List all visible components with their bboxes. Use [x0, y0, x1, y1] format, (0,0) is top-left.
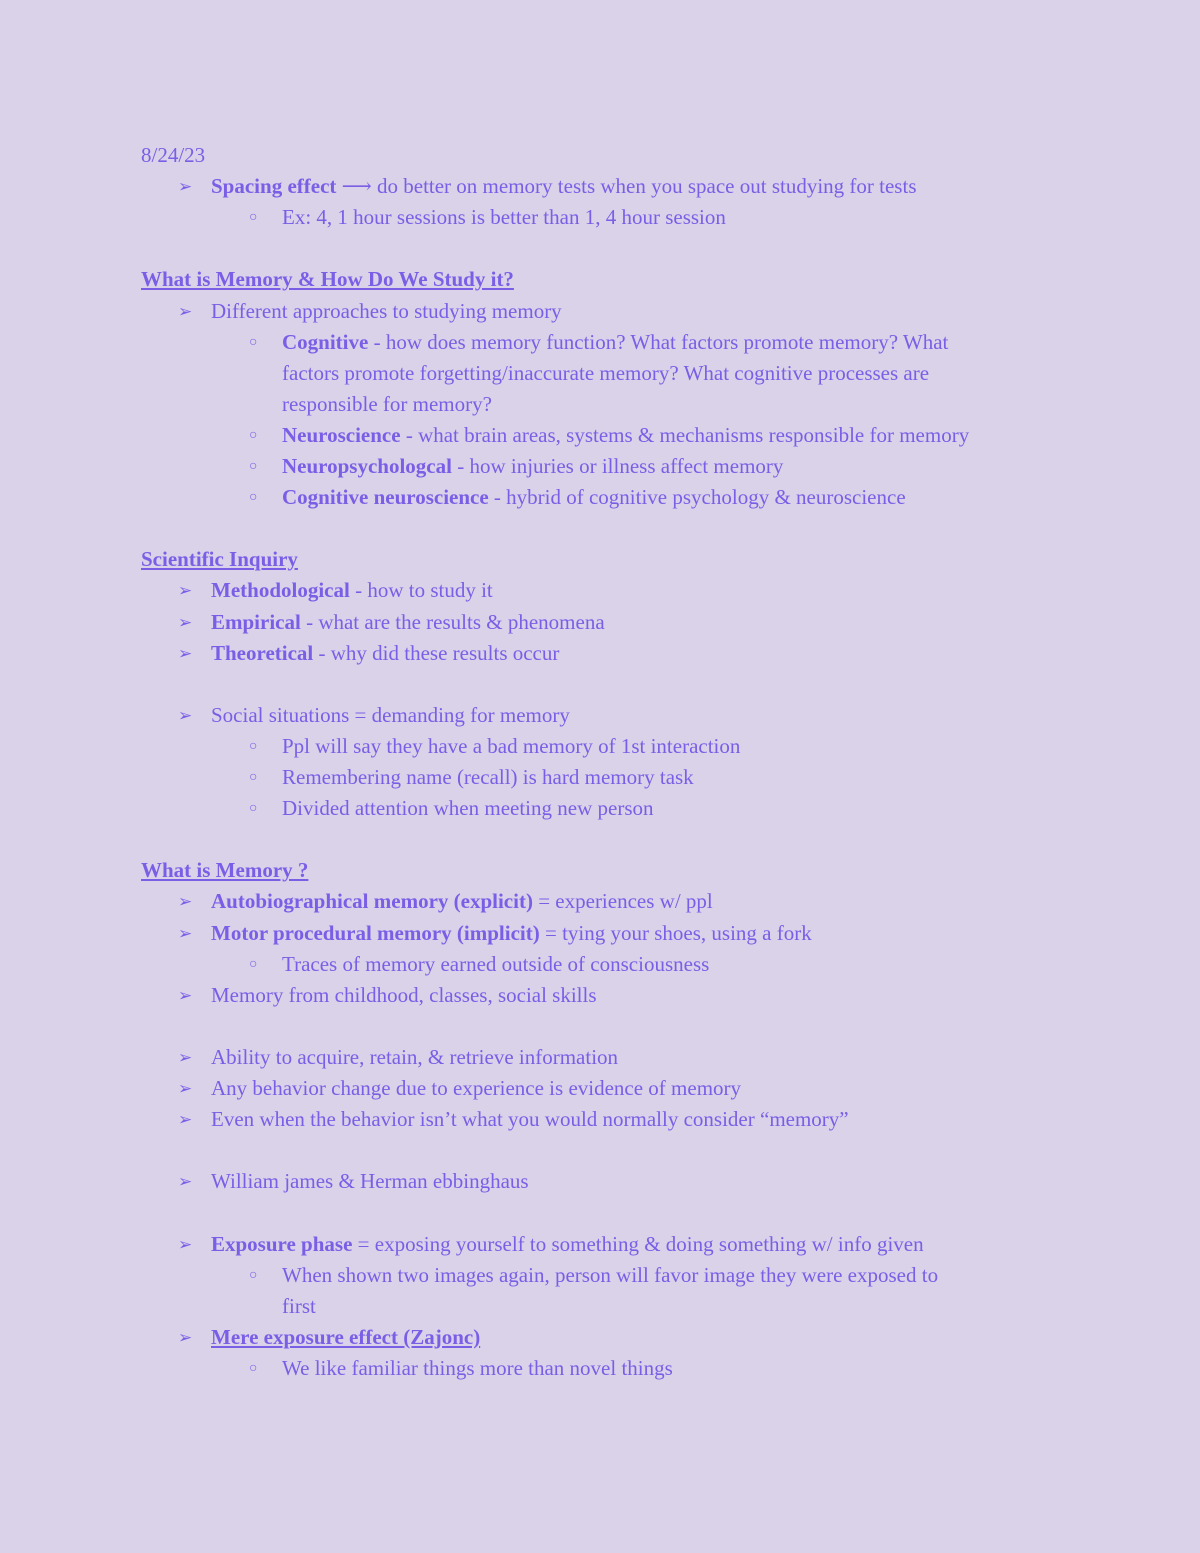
circle-bullet-icon: ○: [249, 1361, 258, 1376]
emphasized-term: Scientific Inquiry: [141, 547, 298, 571]
arrow-bullet-icon: ➢: [178, 581, 193, 600]
emphasized-term: Autobiographical memory (explicit): [211, 889, 533, 913]
arrow-bullet-item: [178, 296, 562, 327]
bullet-continuation: [282, 358, 929, 389]
note-text: We like familiar things more than novel things: [282, 1356, 673, 1380]
emphasized-term: Neuroscience: [282, 423, 401, 447]
section-heading: [141, 855, 308, 886]
arrow-bullet-icon: ➢: [178, 1048, 193, 1067]
arrow-bullet-icon: ➢: [178, 644, 193, 663]
arrow-bullet-item: [178, 1073, 741, 1104]
arrow-bullet-item: [178, 638, 559, 669]
emphasized-term: Empirical: [211, 610, 301, 634]
arrow-bullet-item: [178, 700, 570, 731]
circle-bullet-icon: ○: [249, 210, 258, 225]
note-text: Ability to acquire, retain, & retrieve information: [211, 1045, 619, 1069]
arrow-bullet-icon: ➢: [178, 302, 193, 321]
note-text: = exposing yourself to something & doing something w/ info given: [352, 1232, 924, 1256]
emphasized-term: Theoretical: [211, 641, 314, 665]
circle-bullet-item: [246, 482, 906, 513]
circle-bullet-item: [246, 762, 694, 793]
circle-bullet-item: [246, 731, 740, 762]
circle-bullet-item: [246, 202, 726, 233]
circle-bullet-item: [246, 949, 709, 980]
arrow-bullet-icon: ➢: [178, 1110, 193, 1129]
arrow-bullet-item: [178, 918, 812, 949]
circle-bullet-item: [246, 793, 654, 824]
section-heading: [141, 264, 514, 295]
circle-bullet-icon: ○: [249, 801, 258, 816]
arrow-bullet-icon: ➢: [178, 986, 193, 1005]
emphasized-term: Spacing effect: [211, 174, 337, 198]
circle-bullet-icon: ○: [249, 1268, 258, 1283]
note-text: Social situations = demanding for memory: [211, 703, 570, 727]
circle-bullet-icon: ○: [249, 957, 258, 972]
arrow-bullet-icon: ➢: [178, 1235, 193, 1254]
note-text: - how does memory function? What factors promote memory? What: [368, 330, 949, 354]
note-text: Traces of memory earned outside of consciousness: [282, 952, 710, 976]
circle-bullet-icon: ○: [249, 335, 258, 350]
arrow-bullet-item: [178, 1166, 529, 1197]
emphasized-term: Methodological: [211, 578, 350, 602]
emphasized-term: Cognitive: [282, 330, 369, 354]
circle-bullet-item: [246, 327, 948, 358]
arrow-bullet-item: [178, 886, 713, 917]
arrow-bullet-item: [178, 1042, 618, 1073]
note-text: - how to study it: [349, 578, 493, 602]
note-text: Divided attention when meeting new person: [282, 796, 654, 820]
circle-bullet-item: [246, 420, 969, 451]
emphasized-term: Neuropsychologcal: [282, 454, 452, 478]
note-text: = experiences w/ ppl: [532, 889, 713, 913]
circle-bullet-icon: ○: [249, 459, 258, 474]
note-text: Ex: 4, 1 hour sessions is better than 1, 4 hour session: [282, 205, 726, 229]
note-text: factors promote forgetting/inaccurate memory? What cognitive processes are: [282, 361, 930, 385]
arrow-bullet-icon: ➢: [178, 706, 193, 725]
arrow-bullet-icon: ➢: [178, 1079, 193, 1098]
note-text: Ppl will say they have a bad memory of 1st interaction: [282, 734, 741, 758]
arrow-bullet-item: [178, 607, 605, 638]
arrow-bullet-item: [178, 171, 917, 202]
arrow-bullet-item: [178, 575, 493, 606]
note-text: responsible for memory?: [282, 392, 492, 416]
note-text: = tying your shoes, using a fork: [539, 921, 812, 945]
arrow-bullet-item: [178, 980, 597, 1011]
emphasized-term: Motor procedural memory (implicit): [211, 921, 540, 945]
circle-bullet-item: [246, 1353, 673, 1384]
note-text: - what are the results & phenomena: [300, 610, 605, 634]
circle-bullet-icon: ○: [249, 428, 258, 443]
emphasized-term: Cognitive neuroscience: [282, 485, 489, 509]
arrow-bullet-item: [178, 1322, 480, 1353]
arrow-bullet-icon: ➢: [178, 892, 193, 911]
emphasized-term: What is Memory ?: [141, 858, 309, 882]
note-text: When shown two images again, person will favor image they were exposed to: [282, 1263, 939, 1287]
note-text: - hybrid of cognitive psychology & neuroscience: [488, 485, 906, 509]
section-heading: [141, 544, 298, 575]
note-text: Any behavior change due to experience is evidence of memory: [211, 1076, 742, 1100]
arrow-bullet-icon: ➢: [178, 924, 193, 943]
circle-bullet-item: [246, 451, 783, 482]
circle-bullet-icon: ○: [249, 770, 258, 785]
note-text: Different approaches to studying memory: [211, 299, 562, 323]
arrow-bullet-icon: ➢: [178, 177, 193, 196]
circle-bullet-icon: ○: [249, 739, 258, 754]
bullet-continuation: [282, 389, 492, 420]
note-text: first: [282, 1294, 316, 1318]
note-text: William james & Herman ebbinghaus: [211, 1169, 529, 1193]
note-text: - why did these results occur: [313, 641, 560, 665]
arrow-bullet-icon: ➢: [178, 613, 193, 632]
note-text: Memory from childhood, classes, social skills: [211, 983, 597, 1007]
note-text: Even when the behavior isn’t what you would normally consider “memory”: [211, 1107, 849, 1131]
note-text: - what brain areas, systems & mechanisms responsible for memory: [400, 423, 970, 447]
note-text: ⟶ do better on memory tests when you space out studying for tests: [336, 174, 917, 198]
note-text: Remembering name (recall) is hard memory task: [282, 765, 694, 789]
arrow-bullet-item: [178, 1229, 924, 1260]
circle-bullet-item: [246, 1260, 938, 1291]
emphasized-term: What is Memory & How Do We Study it?: [141, 267, 514, 291]
bullet-continuation: [282, 1291, 316, 1322]
note-text: - how injuries or illness affect memory: [451, 454, 784, 478]
arrow-bullet-icon: ➢: [178, 1172, 193, 1191]
arrow-bullet-item: [178, 1104, 849, 1135]
date-line: [141, 140, 205, 171]
emphasized-term: Exposure phase: [211, 1232, 353, 1256]
emphasized-term: Mere exposure effect (Zajonc): [211, 1325, 481, 1349]
arrow-bullet-icon: ➢: [178, 1328, 193, 1347]
note-text: 8/24/23: [141, 143, 206, 167]
circle-bullet-icon: ○: [249, 490, 258, 505]
